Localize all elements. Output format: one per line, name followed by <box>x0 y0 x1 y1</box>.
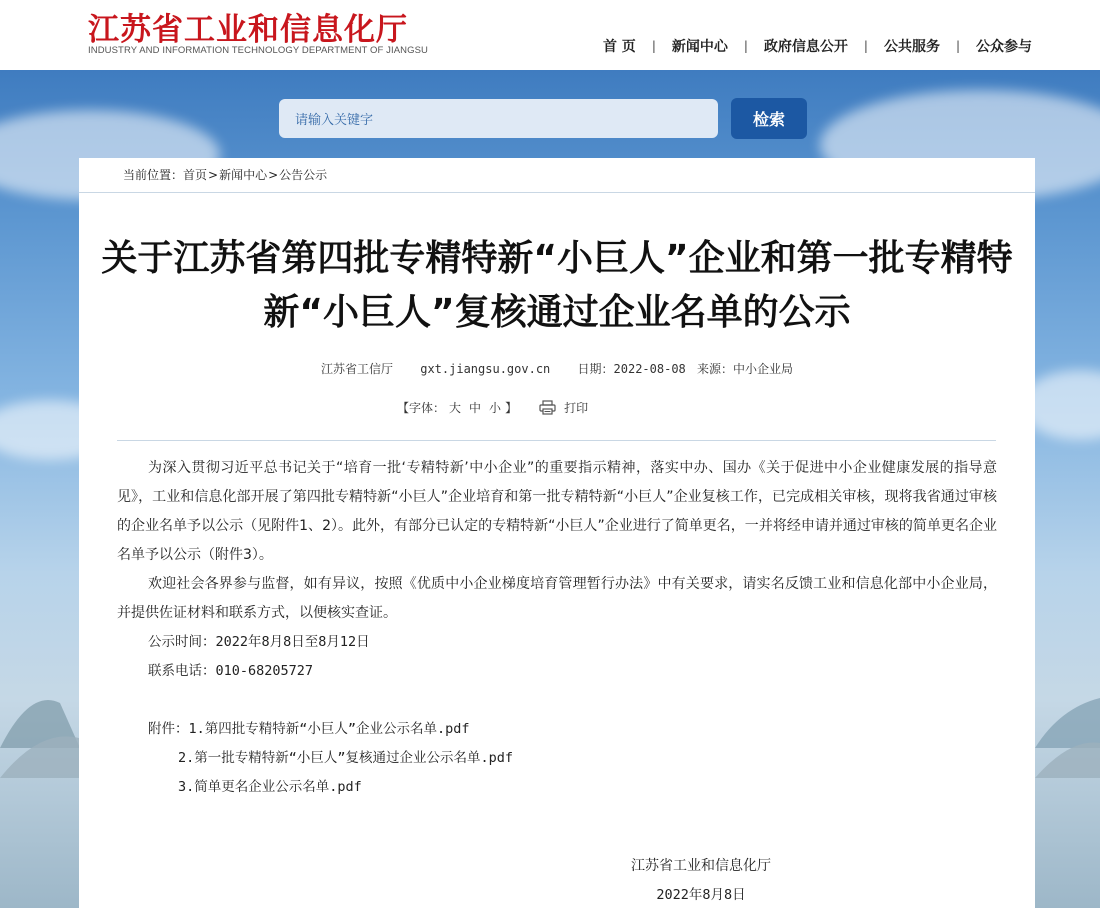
nav-public-service[interactable]: 公共服务 <box>883 39 940 55</box>
content-panel <box>79 158 1035 908</box>
breadcrumb-divider <box>79 192 1035 193</box>
article-title: 关于江苏省第四批专精特新“小巨人”企业和第一批专精特新“小巨人”复核通过企业名单的公示 <box>101 238 1013 333</box>
site-header <box>0 0 1100 70</box>
content-divider <box>117 440 996 441</box>
breadcrumb-home[interactable]: 首页 <box>183 168 208 182</box>
breadcrumb-separator: > <box>208 167 219 182</box>
nav-separator: | <box>743 39 748 53</box>
meta-site: gxt.jiangsu.gov.cn <box>420 362 551 376</box>
attachments-label: 附件： <box>148 721 189 737</box>
meta-publisher: 江苏省工信厅 <box>320 362 393 376</box>
main-nav <box>603 36 1032 56</box>
signature-date: 2022年8月8日 <box>656 887 746 903</box>
printer-icon <box>539 400 556 415</box>
contact-phone: 联系电话：010-68205727 <box>148 663 314 679</box>
attachment-link-3[interactable]: 3.简单更名企业公示名单.pdf <box>178 779 362 795</box>
article-meta <box>79 360 1035 377</box>
body-paragraph: 为深入贯彻习近平总书记关于“培育一批‘专精特新’中小企业”的重要指示精神，落实中办、国办《关于促进中小企业健康发展的指导意见》，工业和信息化部开展了第四批专精特新“小巨人”企业培育和第一批专精特新“小巨人”企业复核工作，已完成相关审核，现将我省通过审核的企业名单予以公示（见附件1、2）。此外，有部分已认定的专精特新“小巨人”企业进行了简单更名，一并将经申请并通过审核的简单更名企业名单予以公示（附件3）。 <box>117 460 997 563</box>
site-logo-subtitle: INDUSTRY AND INFORMATION TECHNOLOGY DEPARTMENT OF JIANGSU <box>88 45 429 56</box>
search-input[interactable]: 请输入关键字 <box>279 99 718 138</box>
site-logo-title[interactable]: 江苏省工业和信息化厅 <box>88 12 408 48</box>
nav-home[interactable]: 首 页 <box>602 39 636 55</box>
article-tools <box>397 399 588 416</box>
fontsize-label: 【字体： <box>397 401 446 415</box>
fontsize-small[interactable]: 小 <box>489 401 502 415</box>
print-label: 打印 <box>564 401 589 415</box>
meta-source: 来源：中小企业局 <box>697 362 794 376</box>
nav-separator: | <box>955 39 960 53</box>
article-body <box>117 454 997 802</box>
breadcrumb-separator: > <box>268 167 279 182</box>
meta-date: 日期：2022-08-08 <box>577 362 686 376</box>
attachment-link-2[interactable]: 2.第一批专精特新“小巨人”复核通过企业公示名单.pdf <box>178 750 514 766</box>
fontsize-end: 】 <box>505 401 518 415</box>
nav-gov-info[interactable]: 政府信息公开 <box>763 39 848 55</box>
nav-separator: | <box>651 39 656 53</box>
breadcrumb-news-center[interactable]: 新闻中心 <box>219 168 268 182</box>
nav-news-center[interactable]: 新闻中心 <box>671 39 728 55</box>
fontsize-large[interactable]: 大 <box>449 401 462 415</box>
spacer <box>117 686 997 715</box>
breadcrumb <box>123 166 327 183</box>
signature-org: 江苏省工业和信息化厅 <box>631 858 771 874</box>
attachment-row <box>117 773 997 802</box>
fontsize-medium[interactable]: 中 <box>469 401 482 415</box>
signature-block <box>631 852 771 908</box>
attachment-row <box>117 744 997 773</box>
search-button[interactable]: 检索 <box>731 98 807 139</box>
attachments-list <box>117 715 997 744</box>
nav-separator: | <box>863 39 868 53</box>
body-paragraph: 欢迎社会各界参与监督，如有异议，按照《优质中小企业梯度培育管理暂行办法》中有关要求，请实名反馈工业和信息化部中小企业局，并提供佐证材料和联系方式，以便核实查证。 <box>117 576 997 621</box>
publicity-period: 公示时间：2022年8月8日至8月12日 <box>148 634 370 650</box>
print-button[interactable] <box>539 399 588 416</box>
nav-public-participation[interactable]: 公众参与 <box>976 39 1032 55</box>
breadcrumb-announcements[interactable]: 公告公示 <box>279 168 328 182</box>
breadcrumb-prefix: 当前位置： <box>123 168 184 182</box>
attachment-link-1[interactable]: 1.第四批专精特新“小巨人”企业公示名单.pdf <box>188 721 470 737</box>
